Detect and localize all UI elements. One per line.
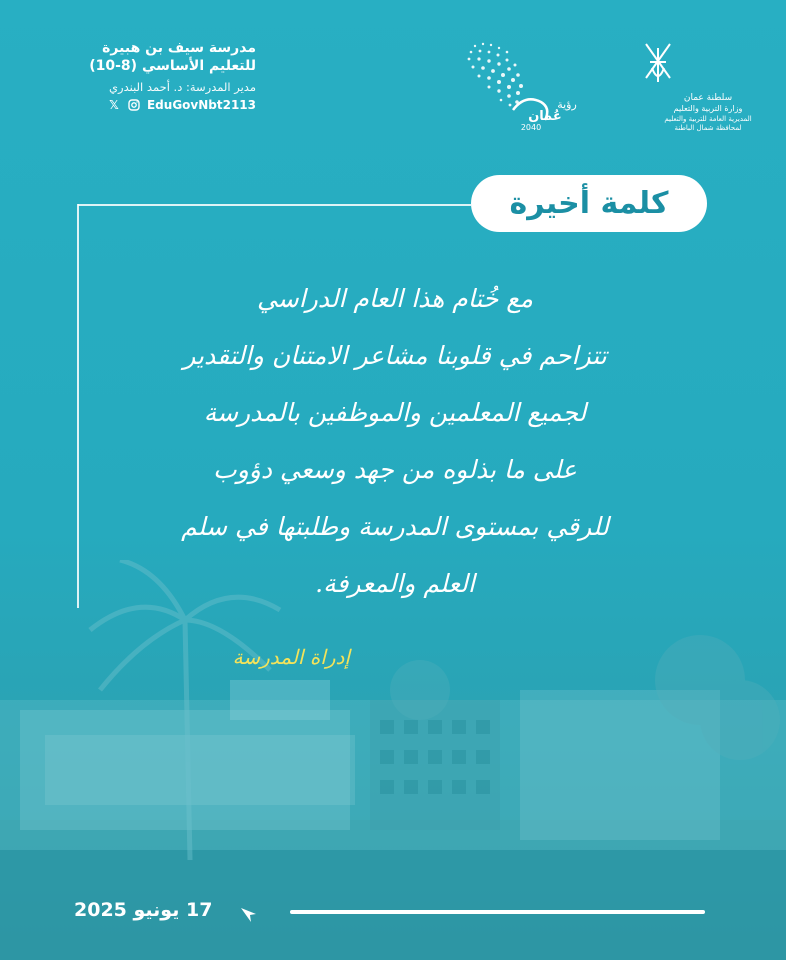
oman-vision-2040-logo — [455, 38, 595, 133]
signature: إدراة المدرسة — [232, 645, 350, 669]
message-line-2: تتزاحم في قلوبنا مشاعر الامتنان والتقدير — [183, 341, 607, 370]
title-pill — [471, 175, 707, 232]
school-level: للتعليم الأساسي (8-10) — [89, 58, 256, 74]
instagram-icon[interactable] — [127, 98, 141, 112]
frame-top-border — [78, 204, 471, 206]
social-row — [36, 98, 256, 112]
page-title: كلمة أخيرة — [509, 186, 669, 221]
footer-divider — [290, 910, 705, 914]
frame-left-border — [77, 204, 79, 608]
ministry-line-1: سلطنة عمان — [683, 93, 733, 103]
message-line-5: للرقي بمستوى المدرسة وطلبتها في سلم — [181, 512, 609, 541]
vision-word: رؤية — [557, 98, 577, 111]
ministry-line-4: لمحافظة شمال الباطنة — [674, 124, 742, 132]
message-line-3: لجميع المعلمين والموظفين بالمدرسة — [203, 398, 587, 427]
post-date: 17 يونيو 2025 — [74, 899, 213, 921]
school-name: مدرسة سيف بن هبيرة — [102, 40, 256, 56]
social-handle[interactable]: EduGovNbt2113 — [146, 98, 256, 112]
message-line-4: على ما بذلوه من جهد وسعي دؤوب — [213, 455, 577, 484]
message-line-6: العلم والمعرفة. — [315, 569, 475, 598]
vision-oman: عُمان — [528, 109, 562, 124]
x-icon[interactable]: 𝕏 — [109, 98, 119, 112]
ministry-line-2: وزارة التربية والتعليم — [673, 104, 743, 113]
arrow-icon — [238, 904, 260, 924]
vision-year: 2040 — [520, 123, 542, 132]
message-line-1: مع خُتام هذا العام الدراسي — [256, 284, 534, 313]
principal-name: مدير المدرسة: د. أحمد البندري — [109, 80, 256, 94]
message-body — [100, 270, 690, 612]
ministry-emblem-logo — [608, 38, 768, 133]
ministry-line-3: المديرية العامة للتربية والتعليم — [664, 115, 752, 123]
school-header — [36, 40, 256, 112]
